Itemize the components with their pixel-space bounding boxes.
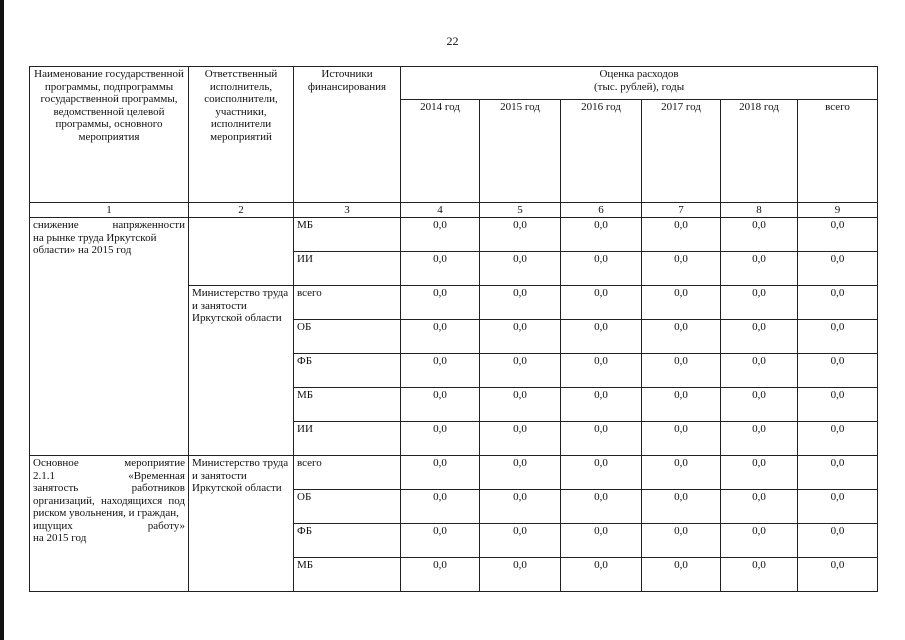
value-cell: 0,0 [561,490,642,524]
value-cell: 0,0 [480,286,561,320]
header-year-3: 2016 год [561,100,642,203]
value-cell: 0,0 [798,558,878,592]
value-cell: 0,0 [480,218,561,252]
value-cell: 0,0 [642,354,721,388]
value-cell: 0,0 [721,558,798,592]
value-cell: 0,0 [561,354,642,388]
value-cell: 0,0 [798,320,878,354]
value-cell: 0,0 [401,388,480,422]
funding-source-cell: ИИ [294,252,401,286]
value-cell: 0,0 [401,422,480,456]
column-number-8: 8 [721,203,798,218]
value-cell: 0,0 [480,422,561,456]
activity-name-line-last: ищущих работу» [33,519,185,532]
value-cell: 0,0 [401,286,480,320]
value-cell: 0,0 [480,490,561,524]
funding-source-cell: всего [294,286,401,320]
funding-source-cell: ФБ [294,354,401,388]
value-cell: 0,0 [561,388,642,422]
value-cell: 0,0 [561,286,642,320]
page-number: 22 [446,34,459,48]
value-cell: 0,0 [642,320,721,354]
value-cell: 0,0 [642,456,721,490]
value-cell: 0,0 [721,252,798,286]
activity-name-line1: Основное мероприятие [33,457,185,469]
value-cell: 0,0 [480,558,561,592]
funding-source-cell: ФБ [294,524,401,558]
header-name: Наименование государственной программы, подпрограммы государственной программы, ведомственной целевой программы, основного мероприятия [30,67,189,203]
funding-source-cell: МБ [294,218,401,252]
header-responsible: Ответственный исполнитель, соисполнители, участники, исполнители мероприятий [189,67,294,203]
header-year-5: 2018 год [721,100,798,203]
responsible-cell-2: Министерство труда и занятости Иркутской области [189,456,294,592]
value-cell: 0,0 [798,218,878,252]
column-number-3: 3 [294,203,401,218]
funding-source-cell: МБ [294,388,401,422]
value-cell: 0,0 [401,490,480,524]
funding-source-cell: МБ [294,558,401,592]
value-cell: 0,0 [798,456,878,490]
funding-source-cell: ИИ [294,422,401,456]
value-cell: 0,0 [721,422,798,456]
value-cell: 0,0 [721,524,798,558]
activity-name-line2: 2.1.1 «Временная [33,469,185,482]
value-cell: 0,0 [798,388,878,422]
value-cell: 0,0 [721,456,798,490]
funding-source-cell: всего [294,456,401,490]
responsible-empty-cell [189,218,294,286]
value-cell: 0,0 [798,422,878,456]
header-costs-line1: Оценка расходов [599,68,679,80]
column-number-4: 4 [401,203,480,218]
header-year-1: 2014 год [401,100,480,203]
header-year-2: 2015 год [480,100,561,203]
activity-name-tail: на 2015 год [33,532,87,544]
program-name-line1: снижение напряженности [33,219,185,231]
activity-name-line3: занятость работников [33,482,185,494]
activity-name-cell [30,456,189,592]
funding-source-cell: ОБ [294,490,401,524]
value-cell: 0,0 [480,354,561,388]
value-cell: 0,0 [480,252,561,286]
header-source: Источники финансирования [294,67,401,203]
value-cell: 0,0 [721,320,798,354]
value-cell: 0,0 [561,218,642,252]
value-cell: 0,0 [561,252,642,286]
value-cell: 0,0 [721,286,798,320]
value-cell: 0,0 [798,354,878,388]
table-row [30,218,878,252]
program-name-rest: на рынке труда Иркутской области» на 2015 год [33,231,157,256]
value-cell: 0,0 [798,490,878,524]
value-cell: 0,0 [401,558,480,592]
binding-edge [0,0,4,640]
column-number-2: 2 [189,203,294,218]
column-number-6: 6 [561,203,642,218]
value-cell: 0,0 [642,490,721,524]
value-cell: 0,0 [561,524,642,558]
value-cell: 0,0 [642,558,721,592]
value-cell: 0,0 [642,388,721,422]
header-year-6: всего [798,100,878,203]
value-cell: 0,0 [642,422,721,456]
value-cell: 0,0 [798,252,878,286]
funding-source-cell: ОБ [294,320,401,354]
value-cell: 0,0 [480,388,561,422]
header-costs [401,67,878,100]
table-row [30,456,878,490]
value-cell: 0,0 [642,218,721,252]
header-year-4: 2017 год [642,100,721,203]
value-cell: 0,0 [561,320,642,354]
budget-table [29,66,878,592]
column-numbers-row [30,203,878,218]
value-cell: 0,0 [642,524,721,558]
value-cell: 0,0 [721,388,798,422]
column-number-1: 1 [30,203,189,218]
value-cell: 0,0 [401,252,480,286]
value-cell: 0,0 [561,456,642,490]
value-cell: 0,0 [401,320,480,354]
value-cell: 0,0 [721,218,798,252]
value-cell: 0,0 [721,354,798,388]
value-cell: 0,0 [561,422,642,456]
value-cell: 0,0 [798,286,878,320]
value-cell: 0,0 [642,286,721,320]
value-cell: 0,0 [642,252,721,286]
value-cell: 0,0 [798,524,878,558]
responsible-cell-1: Министерство труда и занятости Иркутской области [189,286,294,456]
value-cell: 0,0 [480,456,561,490]
header-costs-line2: (тыс. рублей), годы [593,80,685,93]
value-cell: 0,0 [401,524,480,558]
column-number-5: 5 [480,203,561,218]
program-name-cell [30,218,189,456]
value-cell: 0,0 [480,524,561,558]
value-cell: 0,0 [480,320,561,354]
value-cell: 0,0 [401,218,480,252]
value-cell: 0,0 [721,490,798,524]
column-number-9: 9 [798,203,878,218]
value-cell: 0,0 [401,456,480,490]
value-cell: 0,0 [561,558,642,592]
activity-name-rest: организаций, находящихся под риском увольнения, и граждан, [33,494,185,519]
value-cell: 0,0 [401,354,480,388]
column-number-7: 7 [642,203,721,218]
